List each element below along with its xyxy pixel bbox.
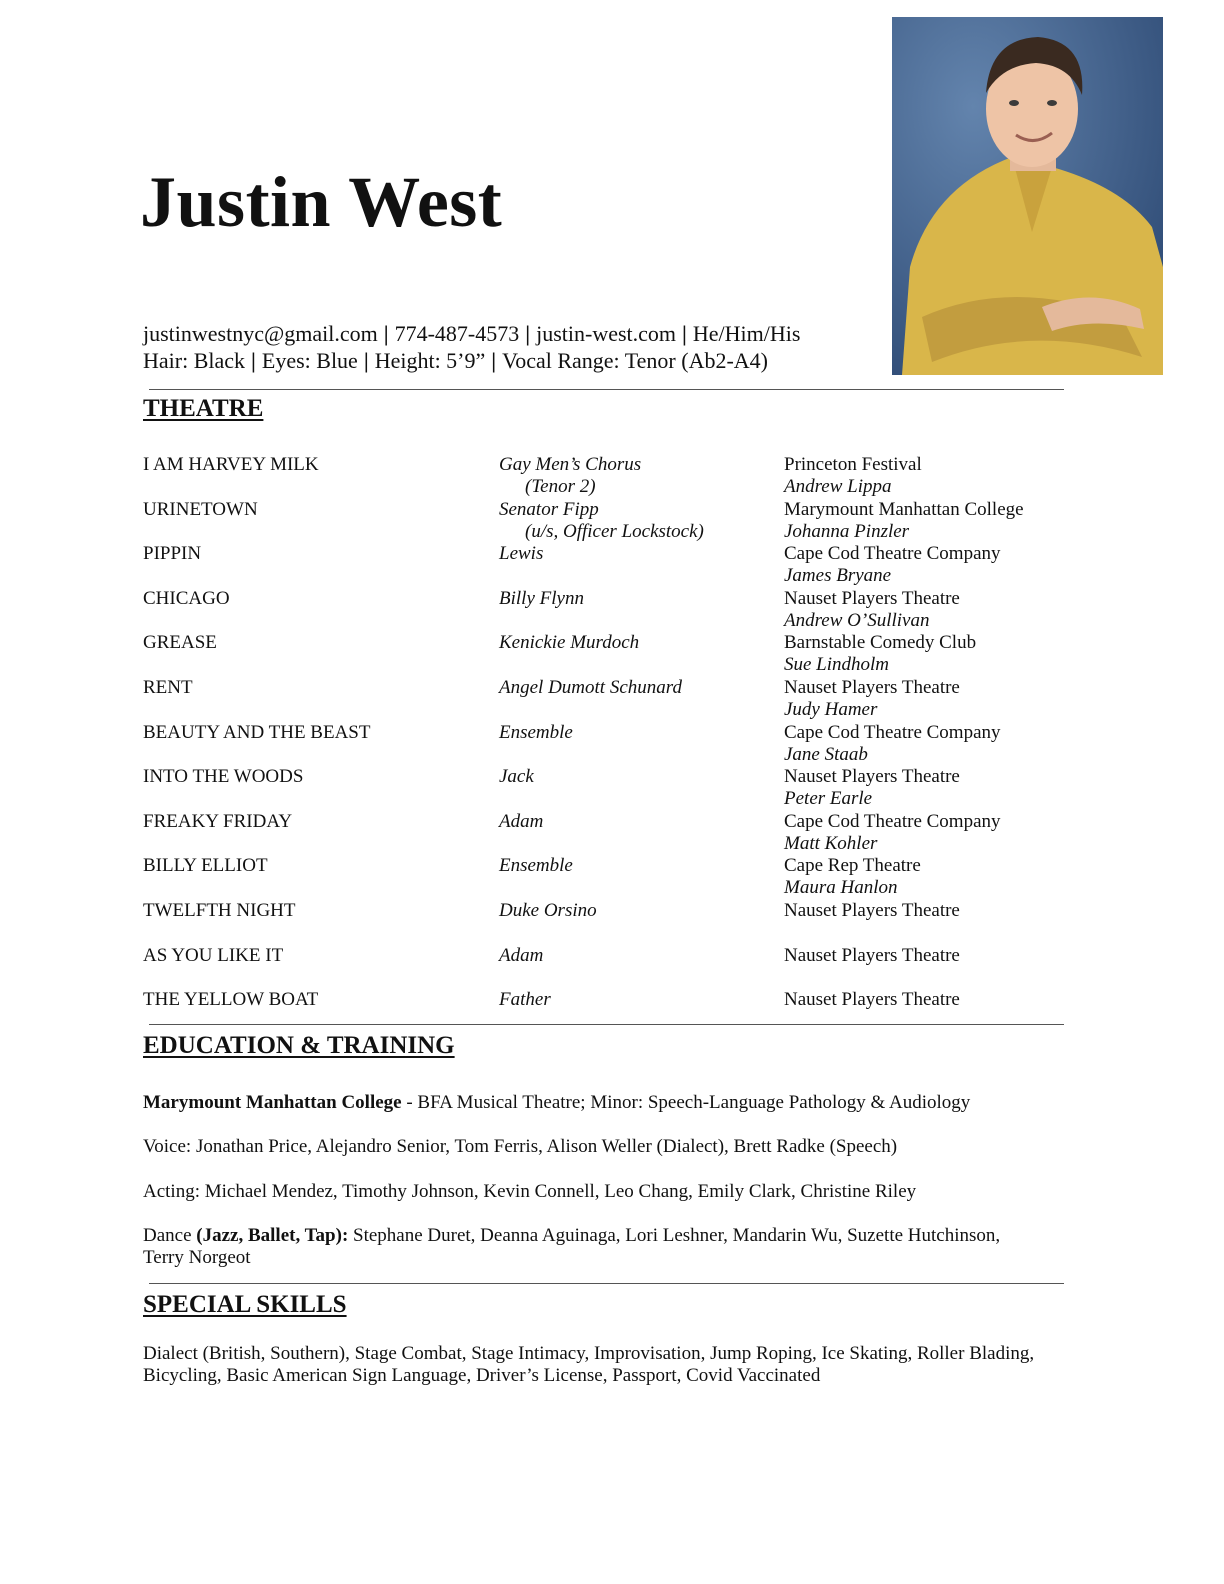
venue-name: Princeton Festival [784,454,922,475]
role-note: (u/s, Officer Lockstock) [525,520,704,542]
director: Peter Earle [784,788,873,810]
venue [784,900,960,922]
degree-details: - BFA Musical Theatre; Minor: Speech-Language Pathology & Audiology [401,1092,971,1113]
venue [784,989,960,1011]
venue-name: Nauset Players Theatre [784,587,960,609]
height: Height: 5’9” [374,348,486,373]
headshot-photo [892,17,1163,375]
dance-training [143,1225,1043,1269]
venue [784,588,960,632]
show-title: URINETOWN [143,498,258,520]
role-name: Billy Flynn [499,587,584,609]
director: Andrew Lippa [784,476,892,497]
venue [784,632,976,676]
role [499,900,597,922]
venue-name: Marymount Manhattan College [784,498,1024,520]
venue-name: Nauset Players Theatre [784,944,960,966]
venue [784,766,960,810]
venue [784,855,921,899]
separator: | [363,348,369,373]
director: Andrew O’Sullivan [784,609,930,631]
eye-color: Eyes: Blue [261,348,358,373]
role-name: Jack [499,766,534,788]
contact-line-1 [143,320,800,347]
phone[interactable]: 774-487-4573 [394,321,520,346]
venue [784,677,960,721]
venue-name: Barnstable Comedy Club [784,632,977,654]
venue-name: Nauset Players Theatre [784,676,960,698]
credit-row [143,855,1063,900]
credit-row [143,811,1063,856]
show-title: BILLY ELLIOT [143,855,268,877]
role-name: Ensemble [499,855,573,877]
school-name: Marymount Manhattan College [143,1092,402,1113]
director: Johanna Pinzler [784,520,910,542]
education-heading: EDUCATION & TRAINING [143,1032,455,1059]
divider [149,389,1064,390]
director: Judy Hamer [784,698,878,720]
venue-name: Nauset Players Theatre [784,989,960,1011]
credit-row [143,632,1063,677]
director: Matt Kohler [784,832,878,854]
divider [149,1283,1064,1284]
role-name: Ensemble [499,721,573,743]
credit-row [143,945,1063,990]
actor-name: Justin West [140,162,503,242]
role-note: (Tenor 2) [525,476,596,497]
director: James Bryane [784,565,892,587]
venue-name: Cape Cod Theatre Company [784,810,1001,832]
show-title: FREAKY FRIDAY [143,810,293,832]
role [499,454,641,498]
role [499,722,573,744]
show-title: GREASE [143,632,217,654]
venue-name: Cape Cod Theatre Company [784,721,1001,743]
show-title: BEAUTY AND THE BEAST [143,721,371,743]
credit-row [143,454,1063,499]
role-name: Angel Dumott Schunard [499,676,682,698]
role-name: Father [499,989,551,1011]
venue-name: Nauset Players Theatre [784,766,960,788]
separator: | [525,321,531,346]
pronouns: He/Him/His [692,321,801,346]
director: Jane Staab [784,743,868,765]
show-title: I AM HARVEY MILK [143,454,319,475]
credit-row [143,900,1063,945]
role-name: Senator Fipp [499,498,599,520]
venue-name: Nauset Players Theatre [784,899,960,921]
role [499,855,573,877]
credit-row [143,588,1063,633]
divider [149,1024,1064,1025]
show-title: INTO THE WOODS [143,766,304,788]
role [499,499,704,543]
dance-styles: (Jazz, Ballet, Tap): [196,1225,349,1246]
show-title: PIPPIN [143,543,202,565]
role-name: Adam [499,810,544,832]
email[interactable]: justinwestnyc@gmail.com [143,321,378,346]
venue [784,811,1001,855]
role [499,945,543,967]
show-title: RENT [143,676,193,698]
acting-training: Acting: Michael Mendez, Timothy Johnson, Kevin Connell, Leo Chang, Emily Clark, Christine Riley [143,1181,917,1202]
credit-row [143,499,1063,544]
skills-heading: SPECIAL SKILLS [143,1291,347,1318]
venue-name: Cape Cod Theatre Company [784,543,1001,565]
role [499,543,543,565]
role [499,677,682,699]
special-skills-text: Dialect (British, Southern), Stage Combat, Stage Intimacy, Improvisation, Jump Roping, Ice Skating, Roller Blading, Bicycling, Basic American Sign Language, Driver’s License, Passport, Covid Vaccinated [143,1343,1035,1386]
role [499,766,534,788]
credit-row [143,677,1063,722]
director: Sue Lindholm [784,654,890,676]
contact-line-2 [143,347,800,374]
venue [784,454,922,498]
role [499,632,639,654]
venue [784,499,1024,543]
dance-label: Dance [143,1225,197,1246]
headshot-illustration [892,17,1163,375]
contact-info [143,320,800,374]
role-name: Kenickie Murdoch [499,632,640,654]
separator: | [383,321,389,346]
dance-teachers: Stephane Duret, Deanna Aguinaga, Lori Leshner, Mandarin Wu, Suzette Hutchinson, Terry Norgeot [143,1225,1001,1268]
theatre-credits-table [143,454,1063,1034]
education-degree [143,1092,1043,1114]
role [499,811,543,833]
separator: | [682,321,687,346]
voice-training: Voice: Jonathan Price, Alejandro Senior, Tom Ferris, Alison Weller (Dialect), Brett Radke (Speech) [143,1136,898,1157]
website[interactable]: justin-west.com [536,321,677,346]
venue [784,722,1001,766]
role-name: Gay Men’s Chorus [499,454,642,475]
hair-color: Hair: Black [143,348,246,373]
role-name: Lewis [499,543,544,565]
role-name: Adam [499,944,544,966]
separator: | [491,348,497,373]
separator: | [251,348,256,373]
role [499,588,584,610]
theatre-heading: THEATRE [143,395,264,422]
role-name: Duke Orsino [499,899,597,921]
vocal-range: Vocal Range: Tenor (Ab2-A4) [502,348,768,373]
credit-row [143,766,1063,811]
director: Maura Hanlon [784,877,898,899]
show-title: CHICAGO [143,587,230,609]
credit-row [143,543,1063,588]
show-title: THE YELLOW BOAT [143,989,319,1011]
show-title: AS YOU LIKE IT [143,944,284,966]
credit-row [143,722,1063,767]
venue [784,543,1001,587]
show-title: TWELFTH NIGHT [143,899,296,921]
credit-row [143,989,1063,1034]
role [499,989,551,1011]
venue-name: Cape Rep Theatre [784,855,921,877]
venue [784,945,960,967]
